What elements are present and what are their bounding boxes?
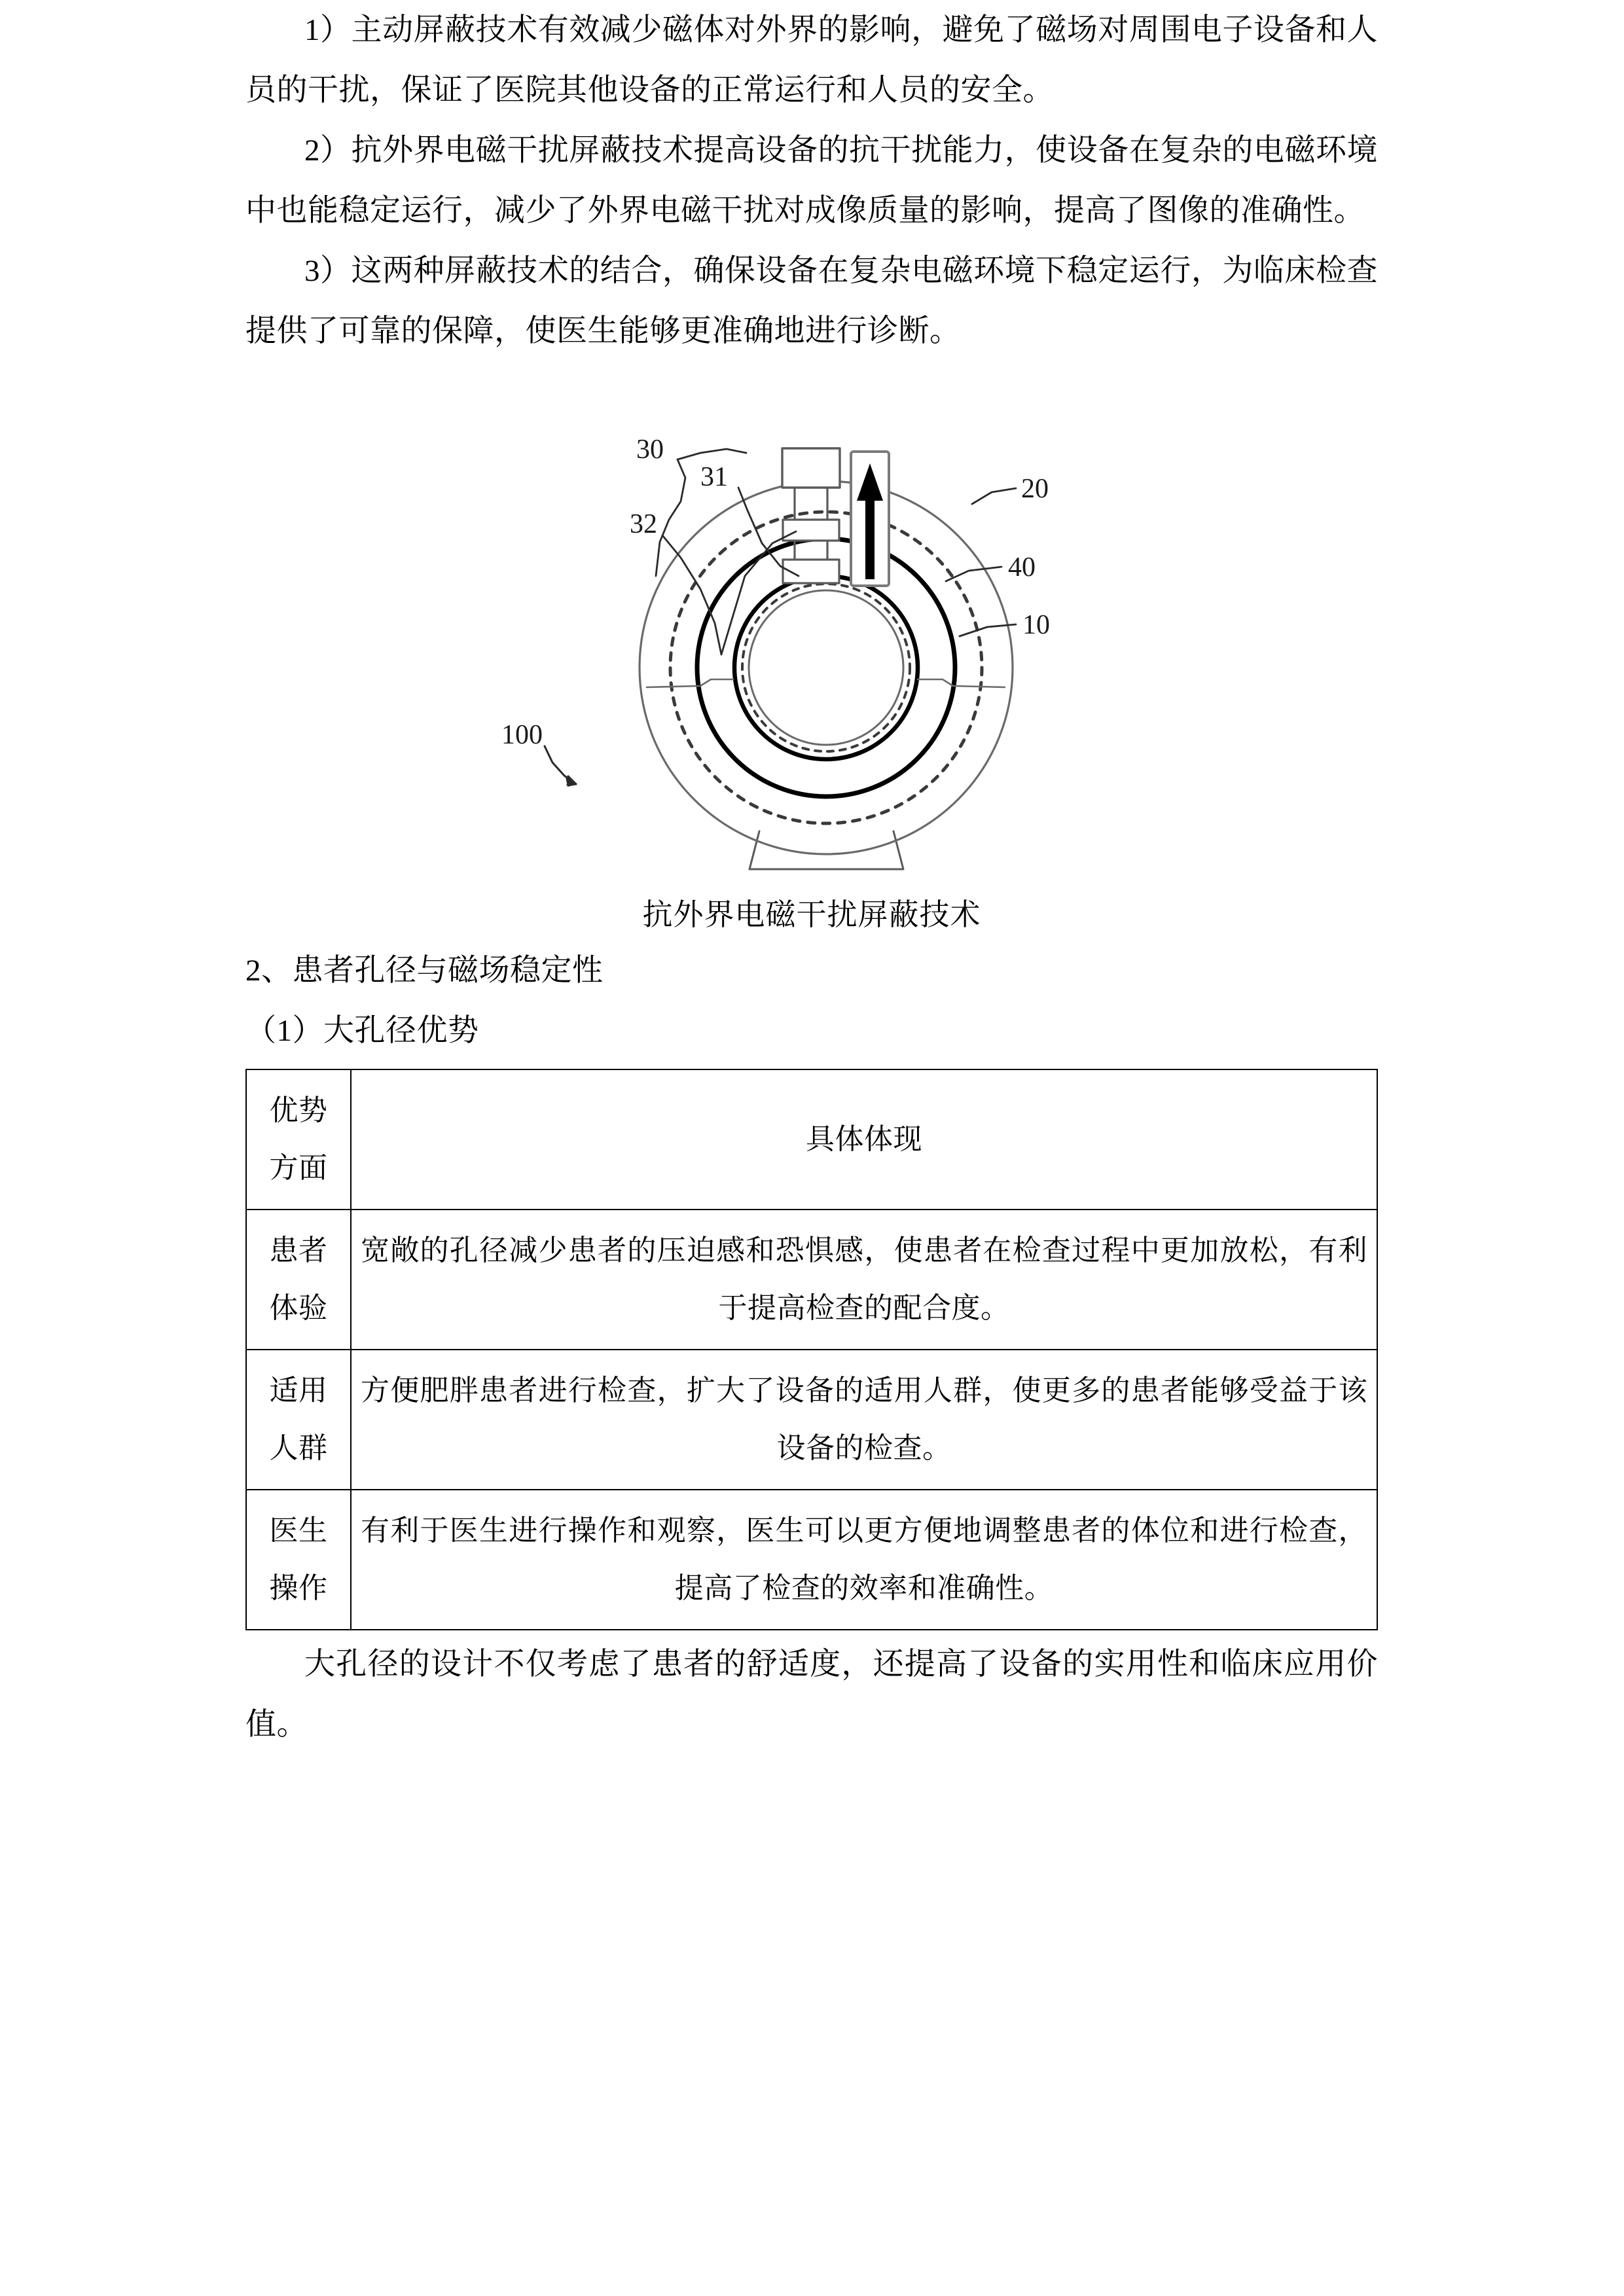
figure-label-100: 100	[501, 720, 543, 750]
aspect-line-1: 医生	[269, 1515, 328, 1547]
leader-line-32b	[721, 531, 796, 655]
table-row	[246, 1210, 1377, 1350]
figure-emi-shielding	[245, 380, 1378, 941]
sensor-box-31	[783, 520, 839, 541]
leader-line-20	[972, 488, 1016, 504]
figure-label-10: 10	[1022, 610, 1050, 640]
row-detail-doctor-operation: 有利于医生进行操作和观察，医生可以更方便地调整患者的体位和进行检查，提高了检查的效率和准确性。	[351, 1490, 1377, 1630]
row-aspect-patient-experience	[246, 1210, 351, 1350]
figure-label-31: 31	[700, 462, 728, 492]
row-detail-patient-experience: 宽敞的孔径减少患者的压迫感和恐惧感，使患者在检查过程中更加放松，有利于提高检查的配合度。	[351, 1210, 1377, 1350]
table-header-aspect	[246, 1069, 351, 1210]
control-unit-box-30	[782, 448, 840, 488]
row-aspect-doctor-operation	[246, 1490, 351, 1630]
figure-label-32: 32	[630, 509, 657, 539]
row-detail-applicable-population: 方便肥胖患者进行检查，扩大了设备的适用人群，使更多的患者能够受益于该设备的检查。	[351, 1350, 1377, 1490]
aspect-line-2: 人群	[269, 1432, 328, 1464]
table-row	[246, 1350, 1377, 1490]
figure-label-20: 20	[1021, 474, 1049, 504]
paragraph-1: 1）主动屏蔽技术有效减少磁体对外界的影响，避免了磁场对周围电子设备和人员的干扰，保证了医院其他设备的正常运行和人员的安全。	[245, 13, 1378, 107]
patient-bore-circle	[734, 576, 918, 759]
subsection-heading: （1）大孔径优势	[245, 1014, 479, 1048]
advantages-table	[245, 1069, 1378, 1630]
aspect-line-1: 适用	[269, 1374, 328, 1407]
seam-line-right	[918, 679, 1005, 687]
aspect-line-2: 操作	[269, 1572, 328, 1604]
header-aspect-line-2: 方面	[269, 1152, 328, 1184]
row-aspect-applicable-population	[246, 1350, 351, 1490]
leader-line-32	[662, 535, 721, 655]
page-content	[245, 0, 1378, 1755]
closing-paragraph: 大孔径的设计不仅考虑了患者的舒适度，还提高了设备的实用性和临床应用价值。	[245, 1647, 1378, 1742]
header-aspect-line-1: 优势	[269, 1094, 328, 1126]
paragraph-2: 2）抗外界电磁干扰屏蔽技术提高设备的抗干扰能力，使设备在复杂的电磁环境中也能稳定运行，减少了外界电磁干扰对成像质量的影响，提高了图像的准确性。	[245, 134, 1378, 228]
base-stand	[749, 831, 903, 869]
figure-caption: 抗外界电磁干扰屏蔽技术	[642, 898, 981, 931]
seam-line-left	[647, 679, 733, 687]
mri-magnet-cross-section-svg	[484, 380, 1139, 890]
table-row	[246, 1490, 1377, 1630]
leader-line-40	[946, 567, 1001, 581]
aspect-line-1: 患者	[269, 1234, 328, 1266]
inner-thin-circle	[749, 590, 903, 745]
aspect-line-2: 体验	[269, 1292, 328, 1324]
figure-drawing	[245, 380, 1378, 893]
paragraph-3: 3）这两种屏蔽技术的结合，确保设备在复杂电磁环境下稳定运行，为临床检查提供了可靠的保障，使医生能够更准确地进行诊断。	[245, 254, 1378, 348]
inner-dashed-circle	[742, 584, 910, 751]
section-heading: 2、患者孔径与磁场稳定性	[245, 954, 604, 988]
figure-label-30: 30	[636, 435, 664, 465]
figure-label-40: 40	[1008, 552, 1036, 583]
table-header-row	[246, 1069, 1377, 1210]
table-header-detail: 具体体现	[351, 1069, 1377, 1210]
leader-line-30b	[677, 449, 746, 459]
